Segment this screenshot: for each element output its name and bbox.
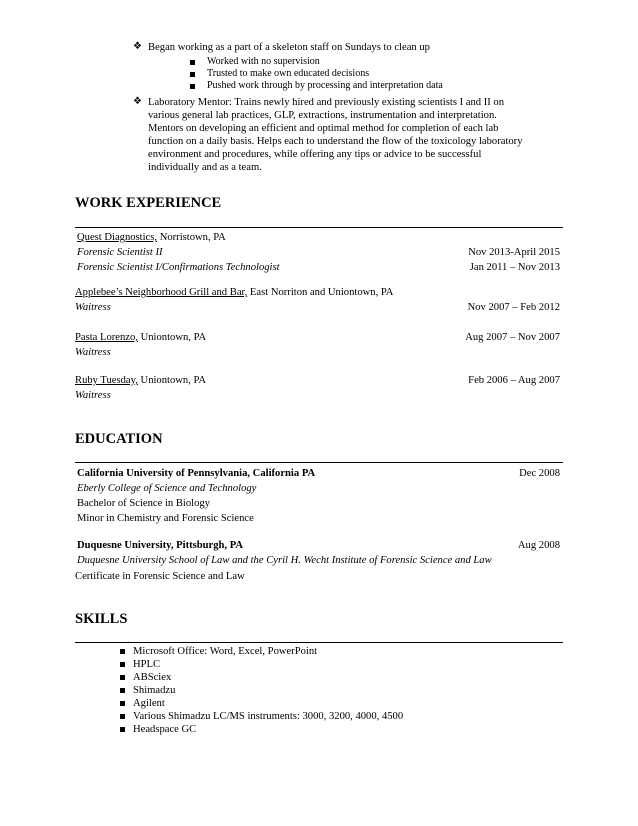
school-name: California University of Pennsylvania, California PA <box>77 468 316 479</box>
job-employer-line: Pasta Lorenzo, Uniontown, PA <box>75 332 207 343</box>
section-divider <box>75 462 563 463</box>
square-bullet-icon <box>190 60 195 65</box>
section-title-skills: SKILLS <box>75 611 128 627</box>
square-bullet-icon <box>120 675 125 680</box>
school-name: Duquesne University, Pittsburgh, PA <box>77 540 244 551</box>
job-role: Waitress <box>75 390 111 401</box>
skill-item: ABSciex <box>133 672 172 683</box>
mentor-line: environment and procedures, while offering any tips or advice to be successful <box>148 149 482 160</box>
school-date: Dec 2008 <box>519 468 560 479</box>
mentor-line: individually and as a team. <box>148 162 262 173</box>
job-date: Feb 2006 – Aug 2007 <box>468 375 560 386</box>
skill-item: Headspace GC <box>133 724 197 735</box>
diamond-bullet-icon: ❖ <box>133 41 142 52</box>
degree: Bachelor of Science in Biology <box>77 498 210 509</box>
mentor-line: function on a daily basis. Helps each to understand the flow of the toxicology laboratory <box>148 136 523 147</box>
mentor-line: Mentors on developing an efficient and optimal method for completion of each lab <box>148 123 499 134</box>
school-date: Aug 2008 <box>517 540 560 551</box>
college-name: Eberly College of Science and Technology <box>77 483 257 494</box>
skill-item: Shimadzu <box>133 685 176 696</box>
job-employer-line: Ruby Tuesday, Uniontown, PA <box>75 375 207 386</box>
job-role: Forensic Scientist II <box>77 247 163 258</box>
square-bullet-icon <box>120 649 125 654</box>
job-role: Forensic Scientist I/Confirmations Technologist <box>77 262 280 273</box>
skill-item: HPLC <box>133 659 161 670</box>
mentor-line: various general lab practices, GLP, extractions, instrumentation and interpretation. <box>148 110 497 121</box>
skill-item: Microsoft Office: Word, Excel, PowerPoint <box>133 646 318 657</box>
minor: Minor in Chemistry and Forensic Science <box>77 513 254 524</box>
college-name: Duquesne University School of Law and the Cyril H. Wecht Institute of Forensic Science and Law <box>77 555 492 566</box>
section-divider <box>75 227 563 228</box>
section-divider <box>75 642 563 643</box>
skill-item: Agilent <box>133 698 165 709</box>
square-bullet-icon <box>190 72 195 77</box>
diamond-bullet-icon: ❖ <box>133 96 142 107</box>
job-date: Nov 2013-April 2015 <box>468 247 560 258</box>
job-employer-line: Quest Diagnostics, Norristown, PA <box>77 232 226 243</box>
bullet-text: Began working as a part of a skeleton staff on Sundays to clean up <box>148 42 430 53</box>
sub-bullet-text: Trusted to make own educated decisions <box>207 68 370 79</box>
skill-item: Various Shimadzu LC/MS instruments: 3000, 3200, 4000, 4500 <box>133 711 404 722</box>
section-title-education: EDUCATION <box>75 431 163 447</box>
job-role: Waitress <box>75 302 111 313</box>
job-role: Waitress <box>75 347 111 358</box>
job-date: Jan 2011 – Nov 2013 <box>469 262 560 273</box>
sub-bullet-text: Pushed work through by processing and interpretation data <box>207 80 443 91</box>
square-bullet-icon <box>190 84 195 89</box>
job-date: Nov 2007 – Feb 2012 <box>467 302 560 313</box>
square-bullet-icon <box>120 701 125 706</box>
job-employer-line: Applebee’s Neighborhood Grill and Bar, East Norriton and Uniontown, PA <box>75 287 394 298</box>
certificate: Certificate in Forensic Science and Law <box>75 571 245 582</box>
square-bullet-icon <box>120 662 125 667</box>
square-bullet-icon <box>120 688 125 693</box>
square-bullet-icon <box>120 727 125 732</box>
mentor-line: Laboratory Mentor: Trains newly hired and previously existing scientists I and II on <box>148 97 505 108</box>
section-title-work: WORK EXPERIENCE <box>75 195 222 211</box>
square-bullet-icon <box>120 714 125 719</box>
sub-bullet-text: Worked with no supervision <box>207 56 320 67</box>
job-date: Aug 2007 – Nov 2007 <box>465 332 560 343</box>
